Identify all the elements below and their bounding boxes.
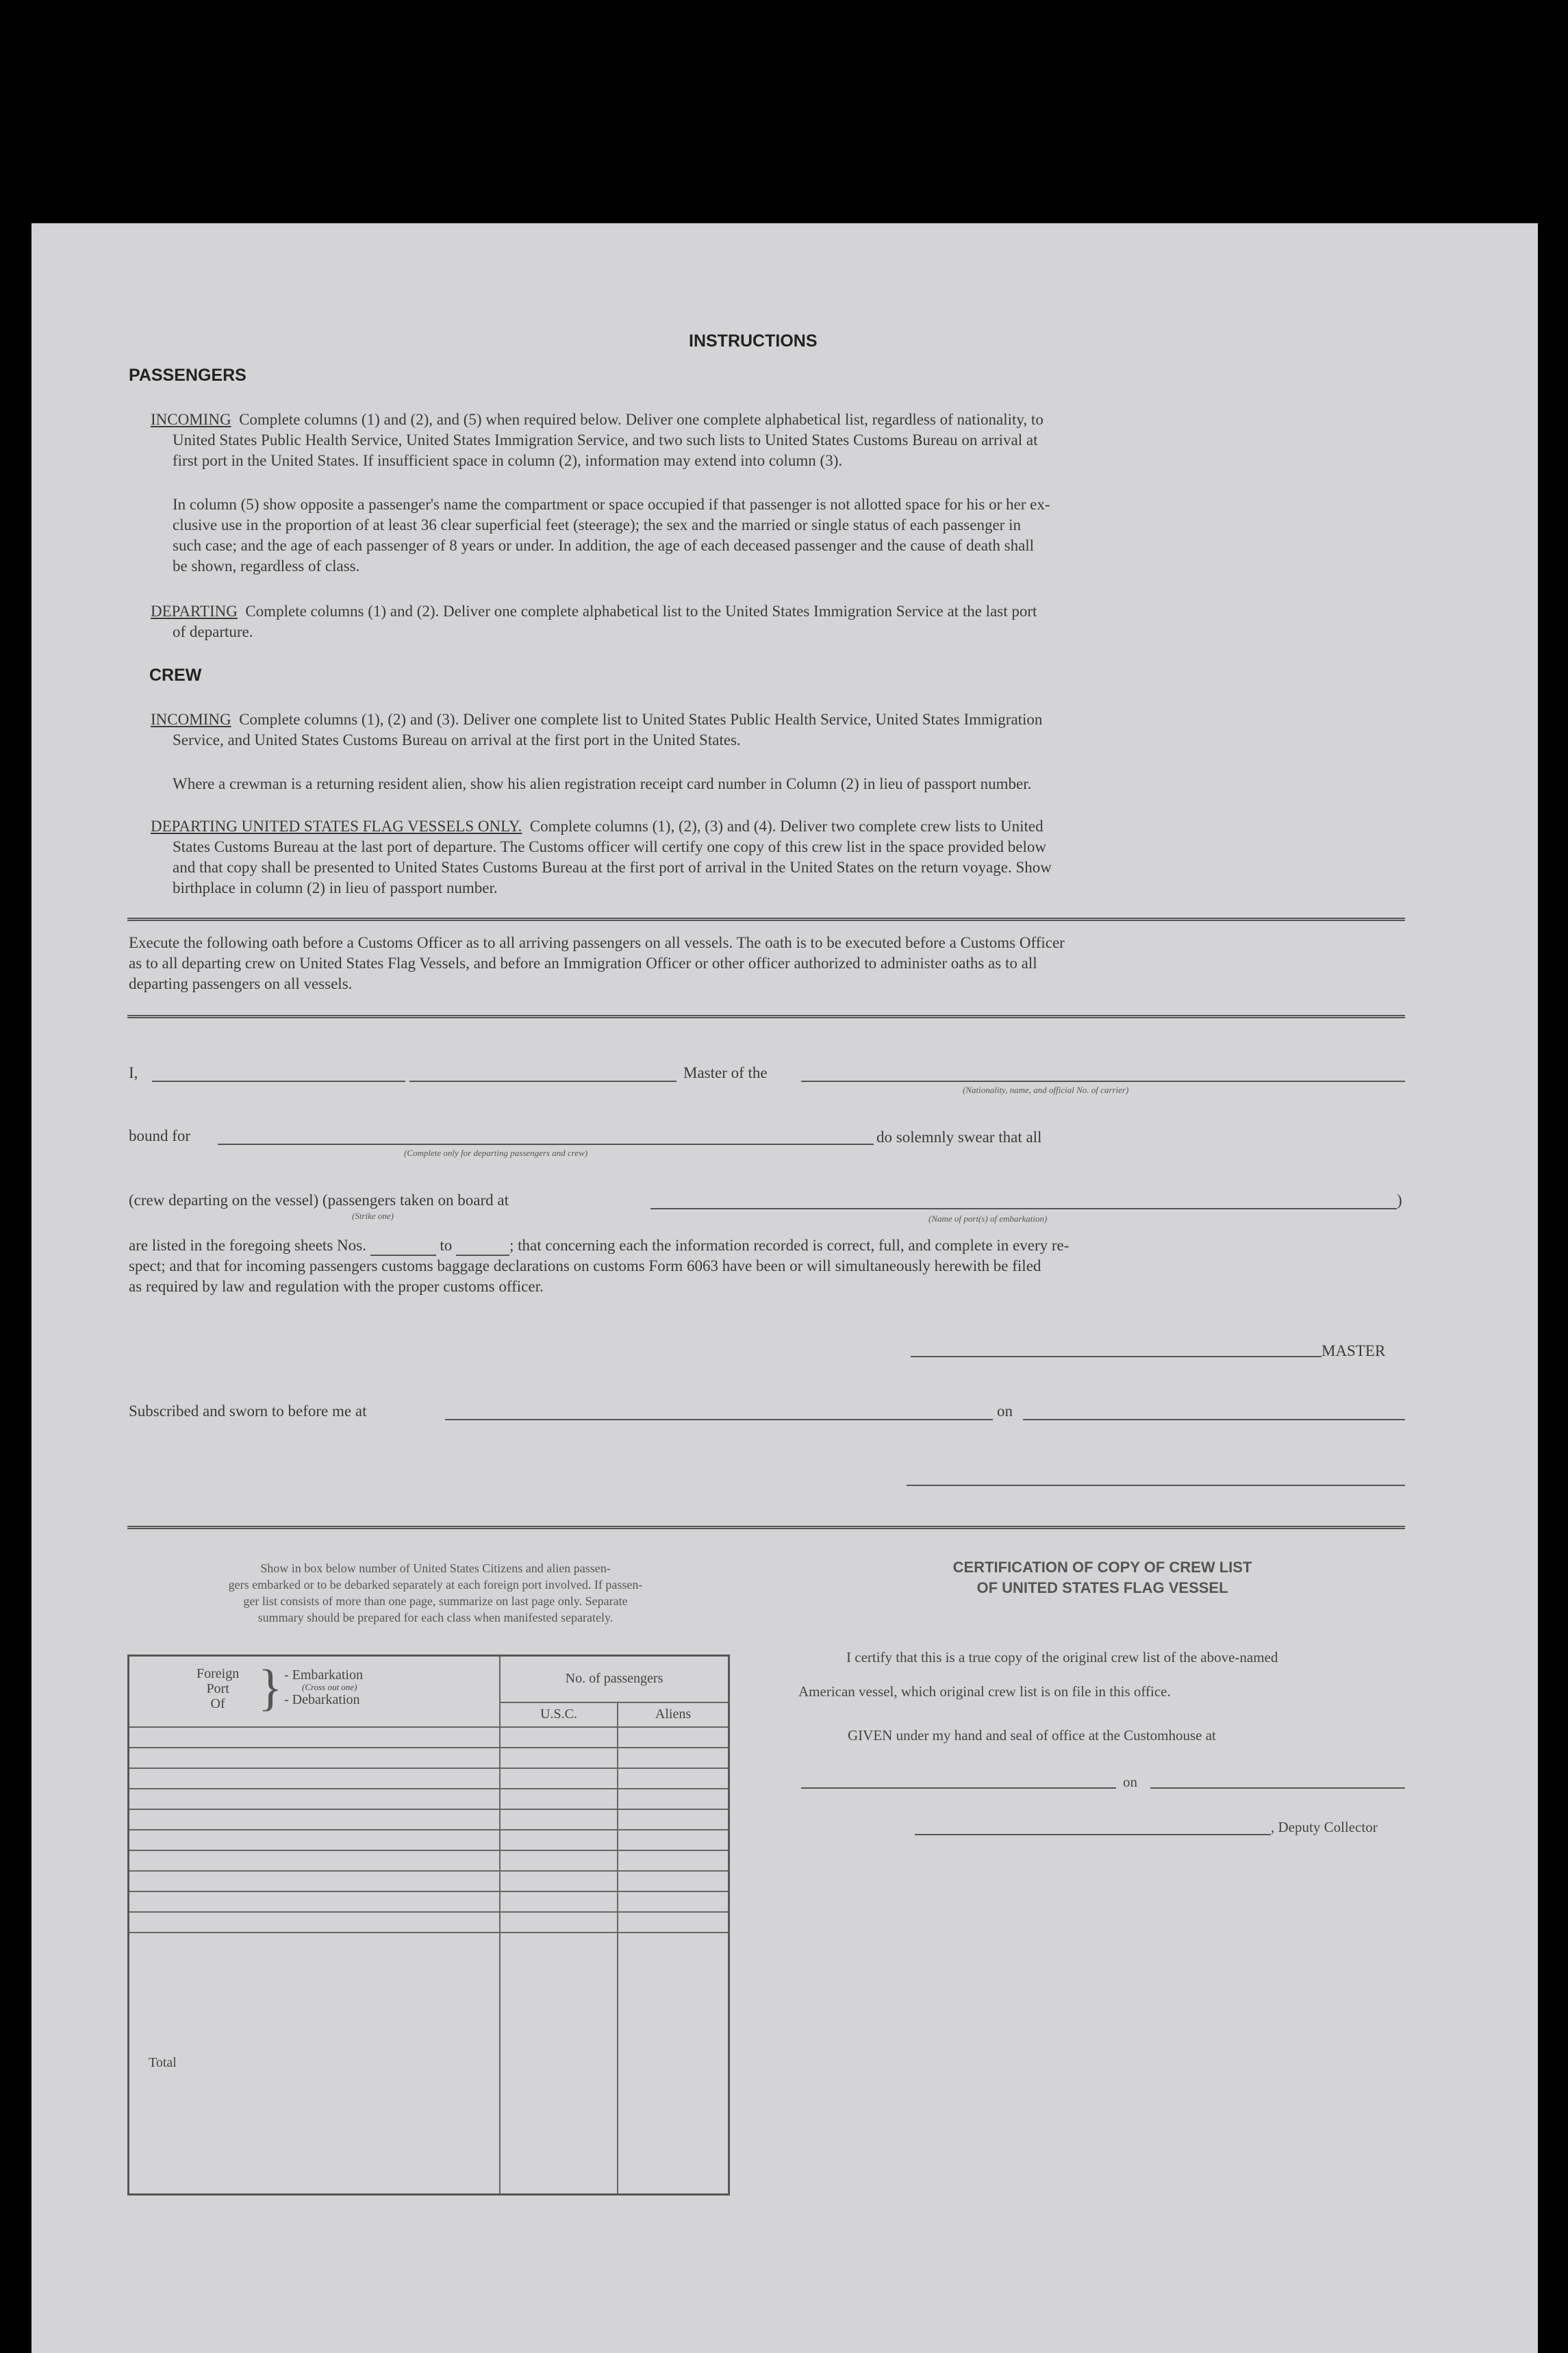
usc-cell[interactable] [500, 1748, 618, 1768]
certification-title [808, 1557, 1397, 1598]
table-row [129, 1912, 729, 1933]
usc-cell[interactable] [500, 1830, 618, 1850]
table-row [129, 1891, 729, 1912]
subscribed-place-field[interactable] [445, 1419, 993, 1420]
embarkation-text: - Embarkation [284, 1668, 363, 1683]
incoming-line: first port in the United States. If insufficient space in column (2), information may extend into column (3). [173, 452, 843, 469]
column5-line: clusive use in the proportion of at least 36 clear superficial feet (steerage); the sex and the married or single status of each passenger in [173, 516, 1021, 533]
column5-line: be shown, regardless of class. [173, 557, 360, 575]
departing-line: of departure. [173, 623, 253, 640]
sheets-line [129, 1235, 1069, 1256]
certification-title-line: OF UNITED STATES FLAG VESSEL [976, 1579, 1228, 1596]
master-name-field[interactable] [152, 1081, 405, 1082]
foreign-port-of [197, 1666, 239, 1711]
master-name-field-2[interactable] [409, 1081, 676, 1082]
nationality-note: (Nationality, name, and official No. of carrier) [963, 1085, 1129, 1095]
cert-on-label: on [1123, 1774, 1137, 1790]
oath-intro-line: departing passengers on all vessels. [129, 975, 353, 992]
summary-note-line: gers embarked or to be debarked separately at each foreign port involved. If passen- [228, 1578, 643, 1591]
master-of-label: Master of the [683, 1064, 768, 1081]
total-row [129, 1933, 729, 2195]
certify-line: American vessel, which original crew list is on file in this office. [798, 1683, 1171, 1700]
usc-cell[interactable] [500, 1768, 618, 1789]
passengers-departing-section [151, 601, 1037, 622]
table-row [129, 1789, 729, 1809]
usc-cell[interactable] [500, 1850, 618, 1871]
aliens-cell[interactable] [618, 1850, 729, 1871]
total-label: Total [129, 1933, 501, 2195]
table-row [129, 1727, 729, 1748]
carrier-field[interactable] [801, 1081, 1405, 1082]
flag-vessels-line: States Customs Bureau at the last port of departure. The Customs officer will certify one copy of this crew list in the space provided below [173, 838, 1046, 855]
column5-line: In column (5) show opposite a passenger's name the compartment or space occupied if that passenger is not allotted space for his or her ex- [173, 496, 1050, 513]
table-row [129, 1830, 729, 1850]
crew-heading: CREW [149, 666, 202, 685]
on-label: on [997, 1402, 1013, 1420]
table-row [129, 1871, 729, 1891]
aliens-cell[interactable] [618, 1789, 729, 1809]
flag-vessels-label: DEPARTING UNITED STATES FLAG VESSELS ONLY. [151, 818, 522, 835]
port-note: (Name of port(s) of embarkation) [928, 1213, 1048, 1224]
bound-for-label: bound for [129, 1127, 191, 1144]
aliens-cell[interactable] [618, 1891, 729, 1912]
port-summary-table [127, 1654, 730, 2195]
cross-out-note: (Cross out one) [302, 1682, 357, 1692]
flag-vessels-line: and that copy shall be presented to United States Customs Bureau at the first port of arrival in the United States on the return voyage. Show [173, 859, 1052, 876]
departing-label: DEPARTING [151, 603, 238, 620]
bound-for-field[interactable] [218, 1144, 874, 1145]
customhouse-field[interactable] [801, 1787, 1116, 1789]
divider [127, 1526, 1405, 1529]
subscribed-date-field[interactable] [1023, 1419, 1405, 1420]
usc-cell[interactable] [500, 1809, 618, 1830]
to-text: to [440, 1237, 453, 1254]
port-cell[interactable] [129, 1809, 501, 1830]
aliens-cell[interactable] [618, 1727, 729, 1748]
given-line: GIVEN under my hand and seal of office at the Customhouse at [848, 1727, 1216, 1744]
oath-intro-line: Execute the following oath before a Customs Officer as to all arriving passengers on all vessels. The oath is to be executed before a Customs Officer [129, 934, 1065, 951]
port-cell[interactable] [129, 1727, 501, 1748]
table-row [129, 1809, 729, 1830]
crew-incoming-section [151, 709, 1042, 730]
master-label: MASTER [1322, 1342, 1386, 1359]
port-cell[interactable] [129, 1789, 501, 1809]
usc-cell[interactable] [500, 1871, 618, 1891]
column5-line: such case; and the age of each passenger of 8 years or under. In addition, the age of each deceased passenger and the cause of death shall [173, 537, 1035, 554]
crew-incoming-label: INCOMING [151, 711, 231, 728]
aliens-cell[interactable] [618, 1912, 729, 1933]
usc-cell[interactable] [500, 1912, 618, 1933]
passengers-incoming-section [151, 410, 1383, 430]
aliens-cell[interactable] [618, 1871, 729, 1891]
passengers-heading: PASSENGERS [129, 366, 246, 385]
i-label: I, [129, 1064, 138, 1081]
certification-title-line: CERTIFICATION OF COPY OF CREW LIST [952, 1559, 1252, 1576]
divider [127, 1015, 1405, 1018]
subscribed-label: Subscribed and sworn to before me at [129, 1402, 367, 1420]
divider [127, 918, 1405, 921]
sheets-text: are listed in the foregoing sheets Nos. [129, 1237, 366, 1254]
cert-date-field[interactable] [1150, 1787, 1405, 1789]
deputy-collector-label: , Deputy Collector [1271, 1819, 1378, 1835]
foreign-text: Foreign [197, 1666, 240, 1681]
officer-signature-field[interactable] [907, 1485, 1405, 1486]
crew-incoming-line: Complete columns (1), (2) and (3). Deliver one complete list to United States Public Health Service, United States Immigration [239, 711, 1043, 728]
crew-incoming-line: Service, and United States Customs Bureau on arrival at the first port in the United States. [173, 731, 741, 748]
summary-note-line: summary should be prepared for each class when manifested separately. [257, 1611, 614, 1624]
aliens-cell[interactable] [618, 1768, 729, 1789]
swear-text: do solemnly swear that all [876, 1129, 1042, 1146]
port-cell[interactable] [129, 1871, 501, 1891]
table-row [129, 1850, 729, 1871]
incoming-label: INCOMING [151, 411, 231, 428]
usc-header: U.S.C. [500, 1702, 618, 1727]
of-text: Of [210, 1696, 225, 1711]
table-row [129, 1748, 729, 1768]
usc-cell[interactable] [500, 1891, 618, 1912]
embark-debark [284, 1668, 363, 1707]
port-cell[interactable] [129, 1768, 501, 1789]
sheets-line-3: as required by law and regulation with the proper customs officer. [129, 1278, 544, 1295]
aliens-cell[interactable] [618, 1748, 729, 1768]
incoming-line: United States Public Health Service, United States Immigration Service, and two such lists to United States Customs Bureau on arrival at [173, 431, 1038, 449]
master-signature-field[interactable] [911, 1356, 1322, 1357]
aliens-cell[interactable] [618, 1830, 729, 1850]
flag-vessels-line: birthplace in column (2) in lieu of passport number. [173, 879, 498, 896]
oath-intro-line: as to all departing crew on United States Flag Vessels, and before an Immigration Officer or other officer authorized to administer oaths as to all [129, 955, 1037, 972]
aliens-header: Aliens [618, 1702, 729, 1727]
usc-cell[interactable] [500, 1727, 618, 1748]
debarkation-text: - Debarkation [284, 1692, 360, 1707]
flag-vessels-line: Complete columns (1), (2), (3) and (4). Deliver two complete crew lists to United [529, 818, 1044, 835]
flag-vessels-section [151, 816, 1044, 837]
aliens-total-cell[interactable] [618, 1933, 729, 2195]
embarkation-port-field[interactable] [650, 1208, 1397, 1209]
usc-total-cell[interactable] [500, 1933, 618, 2195]
deputy-signature-field[interactable] [915, 1834, 1271, 1835]
port-cell[interactable] [129, 1891, 501, 1912]
sheets-line-2: spect; and that for incoming passengers customs baggage declarations on customs Form 6063 have been or will simultaneously herewith be filed [129, 1257, 1041, 1274]
summary-note [127, 1560, 744, 1626]
port-header-cell [129, 1656, 501, 1727]
sheets-text: ; that concerning each the information recorded is correct, full, and complete in every re- [509, 1237, 1070, 1254]
crew-departing-text: (crew departing on the vessel) (passengers taken on board at [129, 1192, 509, 1209]
instructions-title: INSTRUCTIONS [689, 331, 818, 351]
incoming-line: Complete columns (1) and (2), and (5) when required below. Deliver one complete alphabetical list, regardless of nationality, to [239, 411, 1044, 428]
brace: } [258, 1660, 283, 1716]
port-cell[interactable] [129, 1748, 501, 1768]
no-passengers-header: No. of passengers [500, 1656, 729, 1702]
summary-note-line: ger list consists of more than one page, summarize on last page only. Separate [243, 1594, 628, 1608]
aliens-cell[interactable] [618, 1809, 729, 1830]
close-paren: ) [1397, 1192, 1402, 1209]
strike-one-note: (Strike one) [352, 1211, 394, 1221]
port-cell[interactable] [129, 1830, 501, 1850]
summary-note-line: Show in box below number of United States Citizens and alien passen- [260, 1561, 611, 1575]
port-text: Port [206, 1681, 229, 1696]
complete-only-note: (Complete only for departing passengers and crew) [404, 1148, 588, 1158]
certify-line: I certify that this is a true copy of the original crew list of the above-named [846, 1649, 1278, 1665]
table-row [129, 1768, 729, 1789]
usc-cell[interactable] [500, 1789, 618, 1809]
crewman-note: Where a crewman is a returning resident alien, show his alien registration receipt card number in Column (2) in lieu of passport number. [173, 775, 1032, 792]
departing-line: Complete columns (1) and (2). Deliver one complete alphabetical list to the United States Immigration Service at the last port [245, 603, 1037, 620]
port-cell[interactable] [129, 1912, 501, 1933]
port-cell[interactable] [129, 1850, 501, 1871]
